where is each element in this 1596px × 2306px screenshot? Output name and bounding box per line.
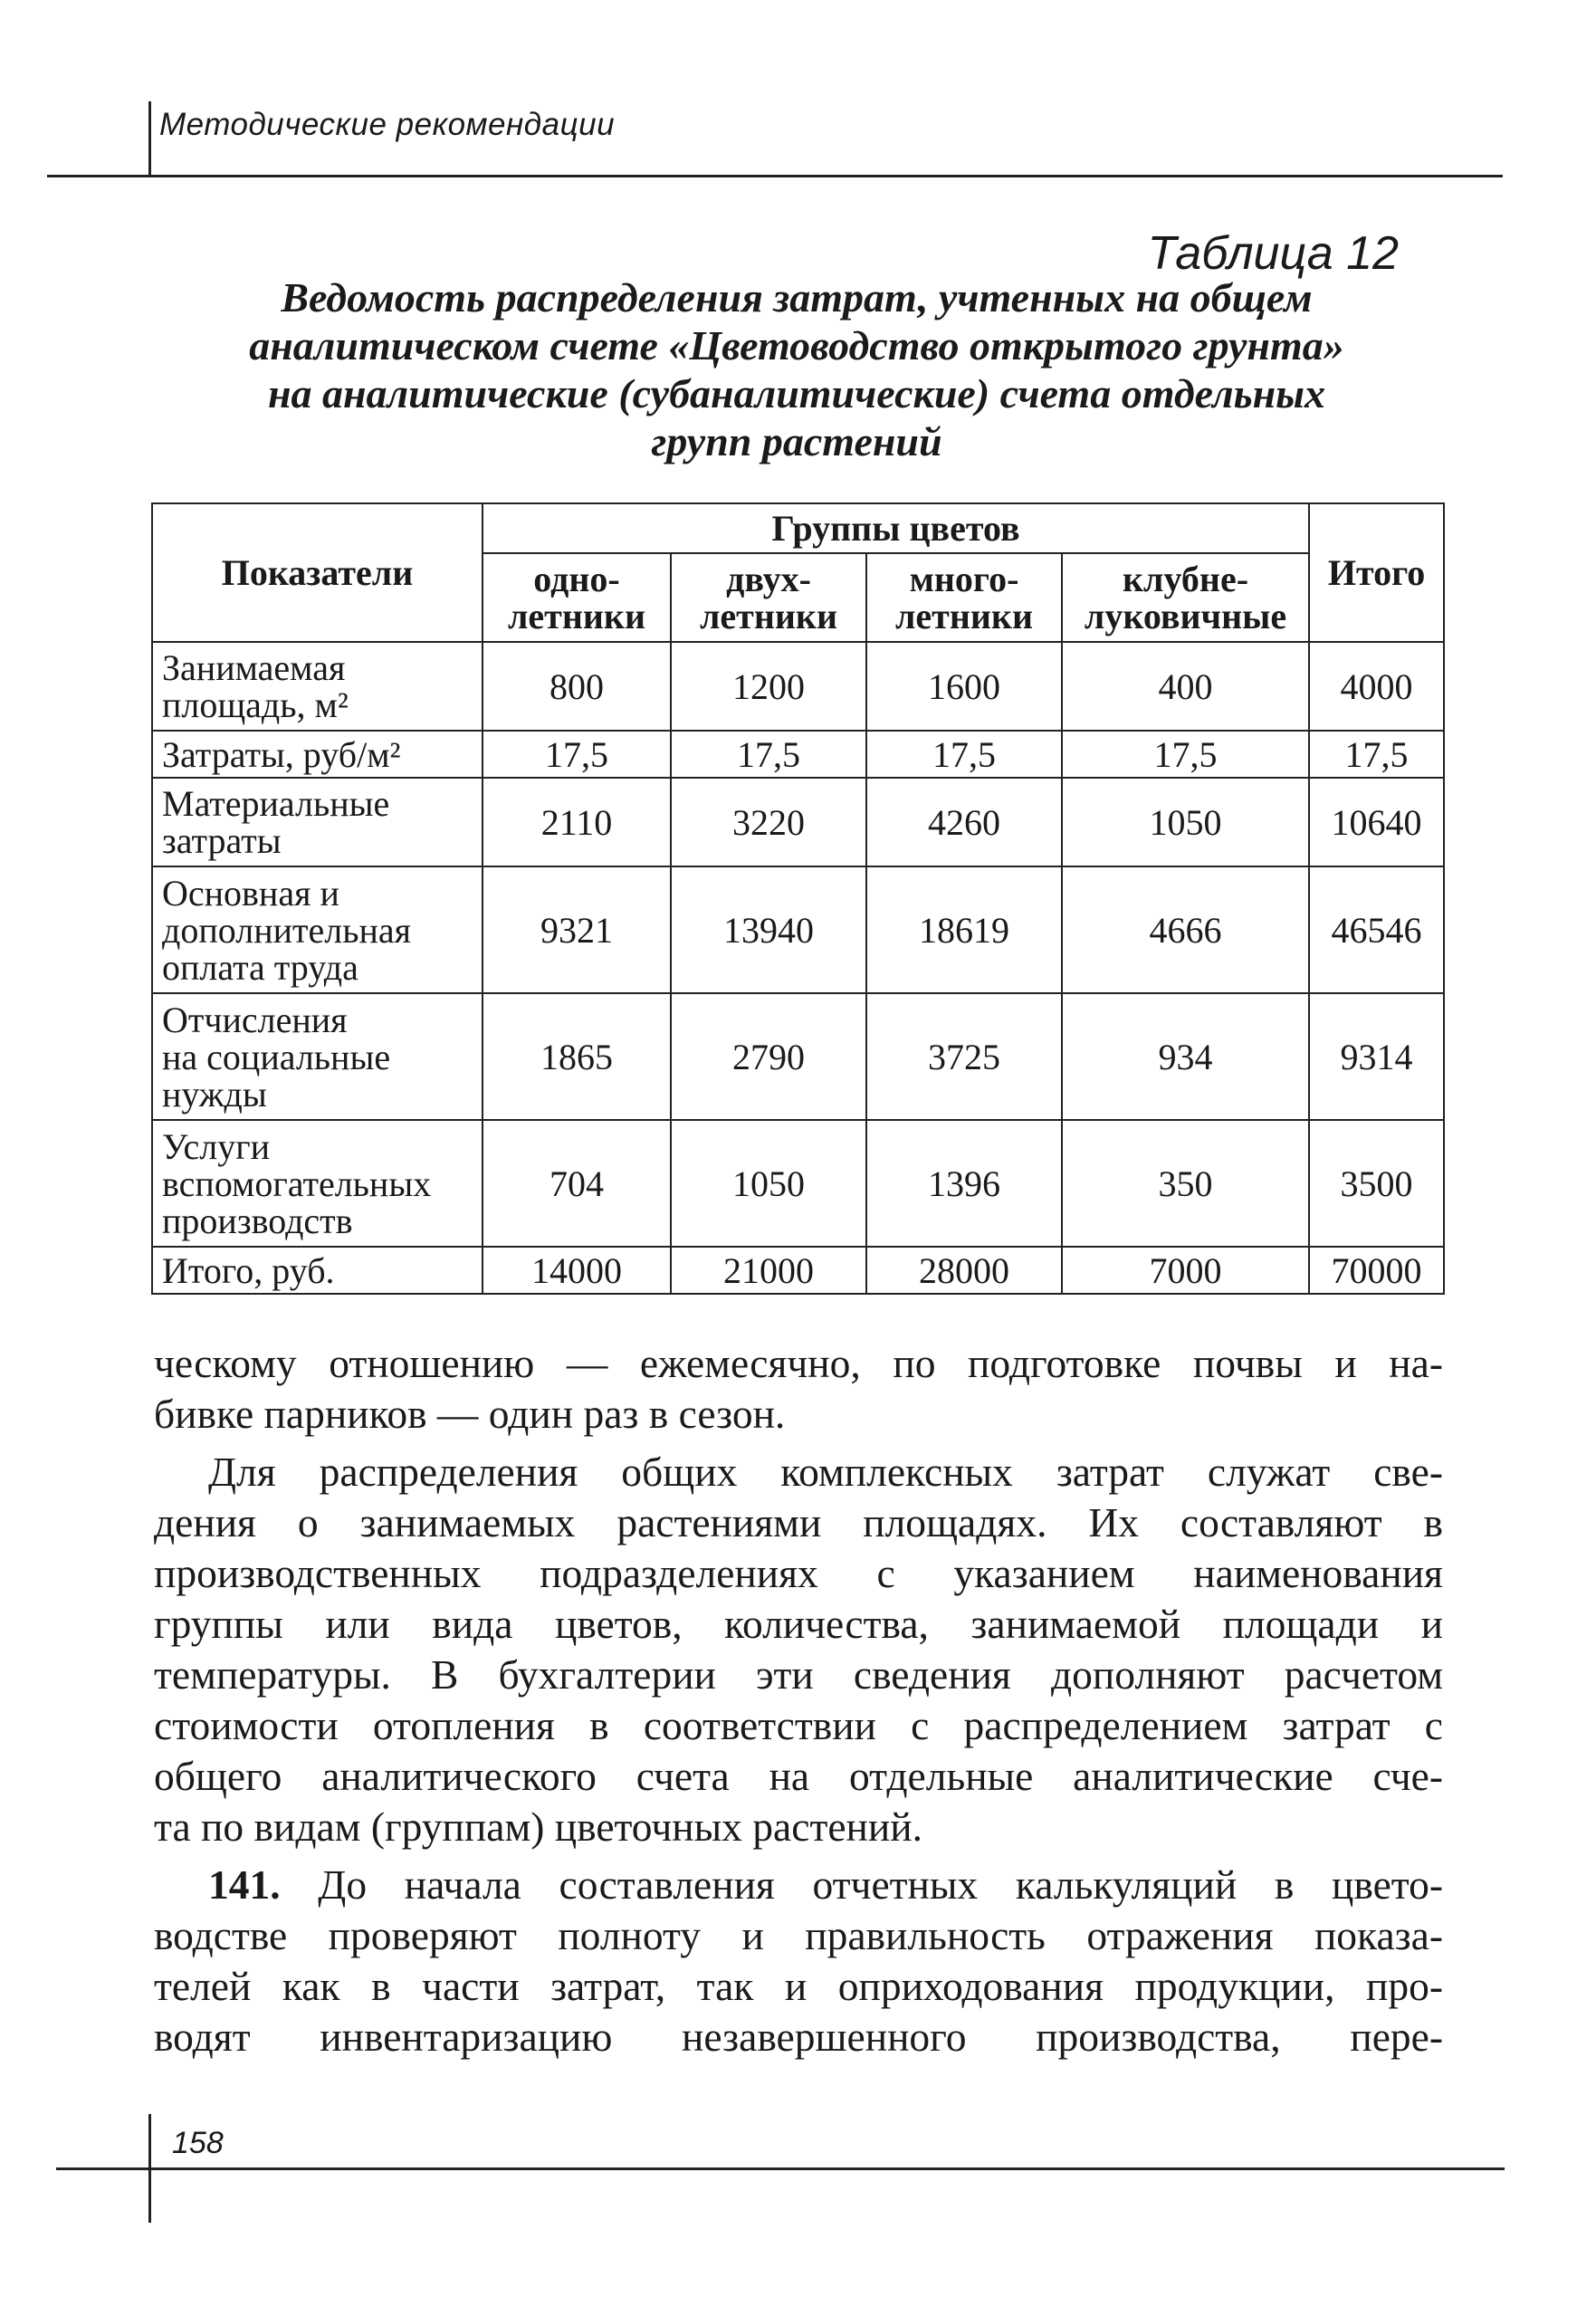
row-label: Итого, руб. <box>152 1247 483 1294</box>
text-line: группы или вида цветов, количества, занимаемой площади и <box>154 1601 1443 1647</box>
row-label: Основная и дополнительная оплата труда <box>152 866 483 993</box>
cell: 350 <box>1062 1120 1309 1247</box>
row-label: Затраты, руб/м² <box>152 731 483 778</box>
text-line: водят инвентаризацию незавершенного производства, пере- <box>154 2014 1443 2060</box>
cell: 1050 <box>671 1120 866 1247</box>
cell: 3220 <box>671 778 866 866</box>
text-line: телей как в части затрат, так и оприходования продукции, про- <box>154 1963 1443 2009</box>
header-total: Итого <box>1309 503 1444 642</box>
row-label: Отчисления на социальные нужды <box>152 993 483 1120</box>
table-row <box>152 1247 1444 1294</box>
cell: 2110 <box>483 778 671 866</box>
cell: 3725 <box>866 993 1062 1120</box>
cell: 400 <box>1062 642 1309 731</box>
cell: 14000 <box>483 1247 671 1294</box>
cell: 1050 <box>1062 778 1309 866</box>
paragraph-number: 141. <box>208 1861 281 1908</box>
row-label: Занимаемая площадь, м² <box>152 642 483 731</box>
table-title <box>163 273 1430 465</box>
cell: 18619 <box>866 866 1062 993</box>
header-vertical-rule <box>148 101 151 176</box>
header-group-bulbous: клубне- луковичные <box>1062 553 1309 642</box>
cell: 1396 <box>866 1120 1062 1247</box>
text-line: температуры. В бухгалтерии эти сведения дополняют расчетом <box>154 1651 1443 1698</box>
text-line: 141. До начала составления отчетных калькуляций в цвето- <box>208 1861 1443 1908</box>
header-indicators: Показатели <box>152 503 483 642</box>
header-group-perennials: много- летники <box>866 553 1062 642</box>
cell: 800 <box>483 642 671 731</box>
footer-rule <box>56 2167 1505 2170</box>
cell: 704 <box>483 1120 671 1247</box>
header-rule <box>47 175 1503 177</box>
text-line: ческому отношению — ежемесячно, по подготовке почвы и на- <box>154 1340 1443 1386</box>
cell: 4666 <box>1062 866 1309 993</box>
cell: 1200 <box>671 642 866 731</box>
table-row <box>152 1120 1444 1247</box>
cell: 934 <box>1062 993 1309 1120</box>
cell: 17,5 <box>483 731 671 778</box>
cell-total: 10640 <box>1309 778 1444 866</box>
cost-distribution-table <box>151 502 1445 1295</box>
row-label: Услуги вспомогательных производств <box>152 1120 483 1247</box>
table-row <box>152 642 1444 731</box>
text-line: Для распределения общих комплексных затрат служат све- <box>208 1449 1443 1495</box>
table-number: Таблица 12 <box>1147 227 1399 280</box>
running-head: Методические рекомендации <box>159 107 616 142</box>
cell-total: 17,5 <box>1309 731 1444 778</box>
cell: 2790 <box>671 993 866 1120</box>
cell: 13940 <box>671 866 866 993</box>
cell: 1865 <box>483 993 671 1120</box>
cell-total: 9314 <box>1309 993 1444 1120</box>
table-row <box>152 731 1444 778</box>
table-title-line: Ведомость распределения затрат, учтенных на общем <box>281 274 1313 321</box>
page-number: 158 <box>172 2126 224 2160</box>
header-flower-groups: Группы цветов <box>483 503 1309 553</box>
text-line: производственных подразделениях с указанием наименования <box>154 1550 1443 1596</box>
table-title-line: групп растений <box>651 418 942 464</box>
cell: 21000 <box>671 1247 866 1294</box>
cell: 1600 <box>866 642 1062 731</box>
text-line: водстве проверяют полноту и правильность отражения показа- <box>154 1912 1443 1958</box>
text-line: стоимости отопления в соответствии с распределением затрат с <box>154 1702 1443 1748</box>
cell: 7000 <box>1062 1247 1309 1294</box>
table-row <box>152 778 1444 866</box>
cell-total: 3500 <box>1309 1120 1444 1247</box>
body-text <box>154 1338 1443 2062</box>
text-line: дения о занимаемых растениями площадях. Их составляют в <box>154 1499 1443 1545</box>
cell-total: 46546 <box>1309 866 1444 993</box>
table-row <box>152 993 1444 1120</box>
text-line: та по видам (группам) цветочных растений. <box>154 1804 922 1850</box>
cell: 17,5 <box>866 731 1062 778</box>
cell-total: 70000 <box>1309 1247 1444 1294</box>
cell: 4260 <box>866 778 1062 866</box>
row-label: Материальные затраты <box>152 778 483 866</box>
table-title-line: аналитическом счете «Цветоводство открытого грунта» <box>249 322 1344 368</box>
cell: 17,5 <box>1062 731 1309 778</box>
text-line: общего аналитического счета на отдельные аналитические сче- <box>154 1753 1443 1799</box>
cell: 17,5 <box>671 731 866 778</box>
text-line: бивке парников — один раз в сезон. <box>154 1391 786 1437</box>
table-row <box>152 866 1444 993</box>
cell: 28000 <box>866 1247 1062 1294</box>
cell: 9321 <box>483 866 671 993</box>
header-group-biennials: двух- летники <box>671 553 866 642</box>
cell-total: 4000 <box>1309 642 1444 731</box>
header-group-annuals: одно- летники <box>483 553 671 642</box>
table-title-line: на аналитические (субаналитические) счета отдельных <box>267 370 1326 416</box>
